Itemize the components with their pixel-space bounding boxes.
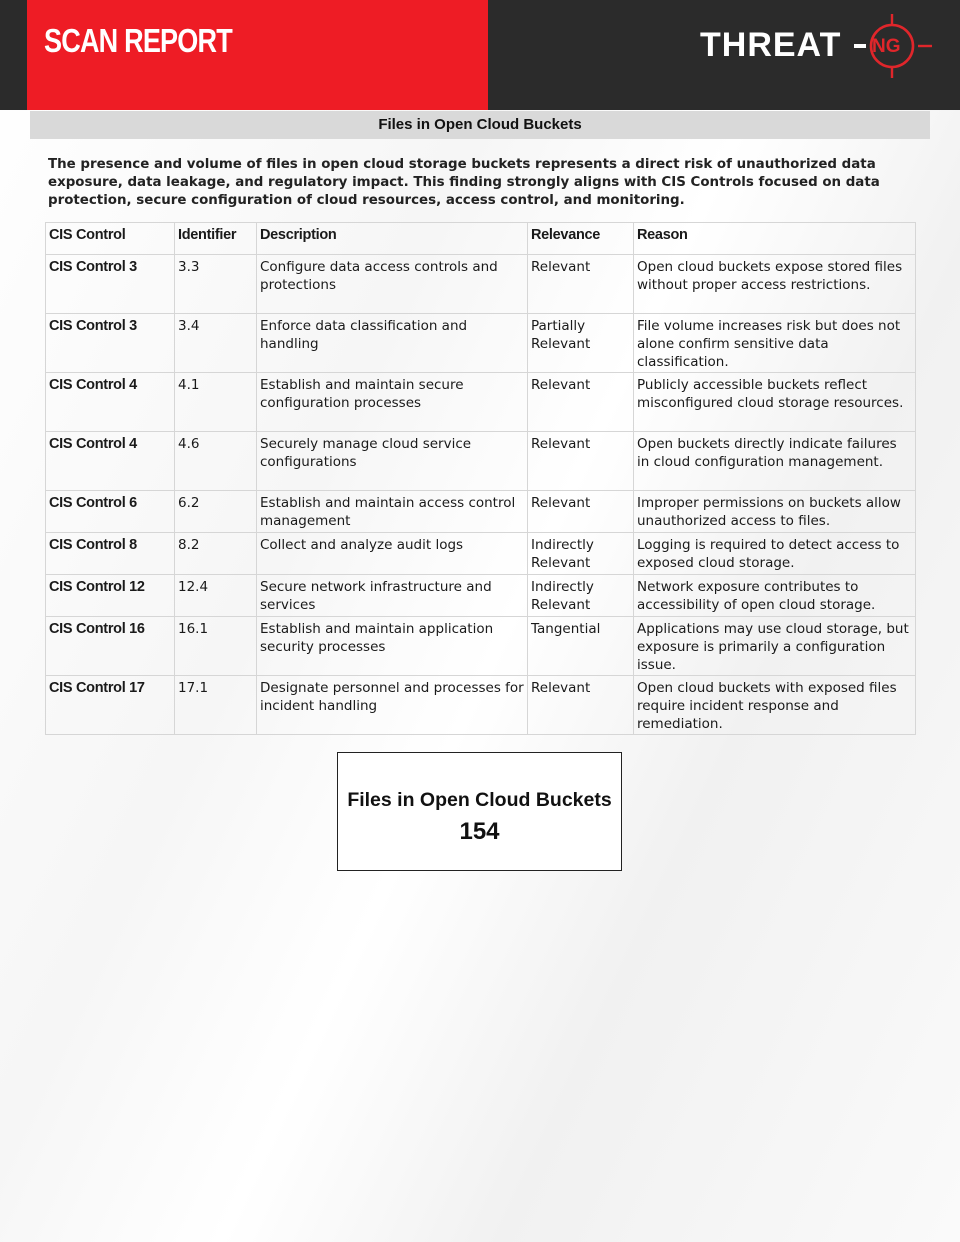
table-row (46, 676, 916, 735)
cell-identifier: 17.1 (175, 676, 257, 735)
col-header-identifier: Identifier (175, 223, 257, 255)
cell-identifier: 16.1 (175, 617, 257, 676)
cell-identifier: 4.6 (175, 432, 257, 491)
cell-relevance: Partially Relevant (528, 314, 634, 373)
cell-cis-control: CIS Control 3 (46, 314, 175, 373)
cell-cis-control: CIS Control 6 (46, 491, 175, 533)
col-header-relevance: Relevance (528, 223, 634, 255)
cell-description: Establish and maintain application security processes (257, 617, 528, 676)
table-row (46, 314, 916, 373)
table-row (46, 533, 916, 575)
cell-cis-control: CIS Control 8 (46, 533, 175, 575)
cell-description: Establish and maintain access control management (257, 491, 528, 533)
cell-relevance: Tangential (528, 617, 634, 676)
cell-identifier: 3.3 (175, 255, 257, 314)
cell-identifier: 4.1 (175, 373, 257, 432)
col-header-reason: Reason (634, 223, 916, 255)
report-title: SCAN REPORT (44, 22, 232, 59)
brand-suffix: NG (872, 36, 901, 57)
cell-reason: Improper permissions on buckets allow unauthorized access to files. (634, 491, 916, 533)
table-row (46, 617, 916, 676)
cell-description: Securely manage cloud service configurations (257, 432, 528, 491)
cell-cis-control: CIS Control 12 (46, 575, 175, 617)
cell-cis-control: CIS Control 3 (46, 255, 175, 314)
section-heading: Files in Open Cloud Buckets (30, 111, 930, 139)
cell-cis-control: CIS Control 4 (46, 432, 175, 491)
cell-reason: Publicly accessible buckets reflect misconfigured cloud storage resources. (634, 373, 916, 432)
cell-reason: Open cloud buckets expose stored files without proper access restrictions. (634, 255, 916, 314)
cell-relevance: Relevant (528, 676, 634, 735)
cell-reason: Open buckets directly indicate failures in cloud configuration management. (634, 432, 916, 491)
cell-description: Collect and analyze audit logs (257, 533, 528, 575)
table-row (46, 491, 916, 533)
cell-cis-control: CIS Control 4 (46, 373, 175, 432)
cell-cis-control: CIS Control 16 (46, 617, 175, 676)
cell-relevance: Relevant (528, 255, 634, 314)
table-row (46, 432, 916, 491)
stat-value: 154 (459, 818, 500, 845)
cell-reason: Network exposure contributes to accessibility of open cloud storage. (634, 575, 916, 617)
cell-reason: Applications may use cloud storage, but exposure is primarily a configuration issue. (634, 617, 916, 676)
table-row (46, 255, 916, 314)
threatng-logo (700, 14, 940, 78)
cell-reason: File volume increases risk but does not alone confirm sensitive data classification. (634, 314, 916, 373)
cell-identifier: 8.2 (175, 533, 257, 575)
cell-reason: Open cloud buckets with exposed files require incident response and remediation. (634, 676, 916, 735)
cell-cis-control: CIS Control 17 (46, 676, 175, 735)
intro-paragraph: The presence and volume of files in open cloud storage buckets represents a direct risk of unauthorized data exposure, data leakage, and regulatory impact. This finding strongly aligns with CIS Controls focused on data protection, secure configuration of cloud resources, access control, and monitoring. (48, 157, 880, 208)
stat-label: Files in Open Cloud Buckets (347, 789, 612, 811)
cell-identifier: 12.4 (175, 575, 257, 617)
files-count-box (337, 752, 622, 871)
cell-description: Secure network infrastructure and services (257, 575, 528, 617)
cell-description: Designate personnel and processes for incident handling (257, 676, 528, 735)
cell-identifier: 6.2 (175, 491, 257, 533)
col-header-description: Description (257, 223, 528, 255)
cell-description: Establish and maintain secure configuration processes (257, 373, 528, 432)
table-row (46, 575, 916, 617)
cell-relevance: Indirectly Relevant (528, 575, 634, 617)
cell-description: Enforce data classification and handling (257, 314, 528, 373)
brand-wordmark: THREAT (700, 26, 842, 64)
cell-relevance: Relevant (528, 373, 634, 432)
table-row (46, 373, 916, 432)
cell-relevance: Indirectly Relevant (528, 533, 634, 575)
cis-controls-table (45, 222, 916, 735)
cell-identifier: 3.4 (175, 314, 257, 373)
cell-description: Configure data access controls and protections (257, 255, 528, 314)
table-header-row (46, 223, 916, 255)
col-header-cis-control: CIS Control (46, 223, 175, 255)
cell-relevance: Relevant (528, 432, 634, 491)
cell-reason: Logging is required to detect access to exposed cloud storage. (634, 533, 916, 575)
cell-relevance: Relevant (528, 491, 634, 533)
report-header (0, 0, 960, 110)
